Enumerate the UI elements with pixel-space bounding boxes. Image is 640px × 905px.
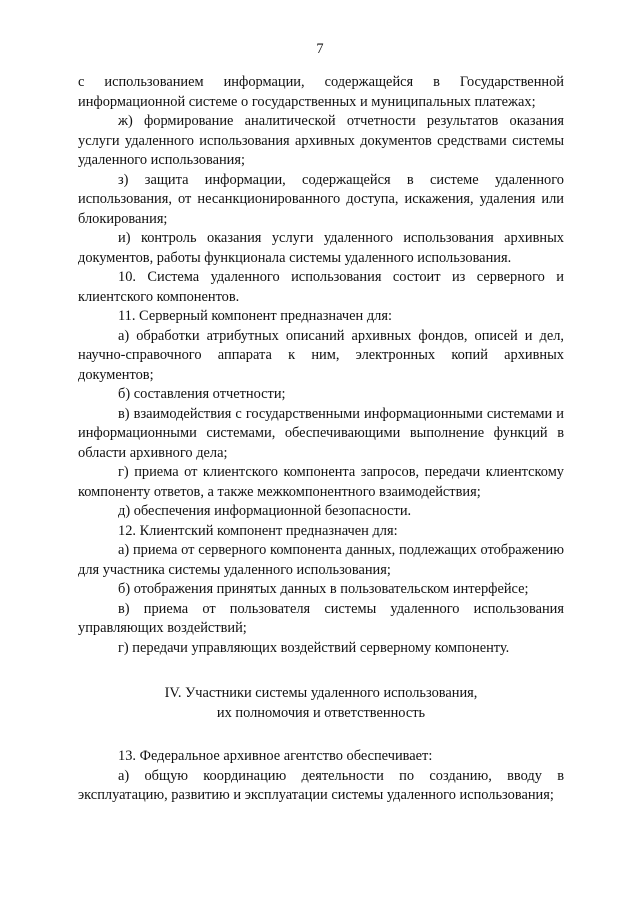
paragraph-13-item-a: а) общую координацию деятельности по созданию, вводу в эксплуатацию, развитию и эксплуатации системы удаленного использования; bbox=[78, 767, 564, 803]
paragraph-clause-11: 11. Серверный компонент предназначен для: bbox=[118, 308, 392, 324]
paragraph-clause-12: 12. Клиентский компонент предназначен для: bbox=[118, 522, 398, 539]
paragraph-item-z: з) защита информации, содержащейся в системе удаленного использования, от несанкционированного доступа, искажения, удаления или блокирования; bbox=[78, 171, 564, 227]
paragraph-item-i: и) контроль оказания услуги удаленного использования архивных документов, работы функционала системы удаленного использования. bbox=[78, 230, 564, 266]
paragraph-item-zh: ж) формирование аналитической отчетности результатов оказания услуги удаленного использования архивных документов средствами системы удаленного использования; bbox=[78, 113, 564, 168]
paragraph-12-item-v: в) приема от пользователя системы удаленного использования управляющих воздействий; bbox=[78, 600, 564, 636]
paragraph-clause-13: 13. Федеральное архивное агентство обеспечивает: bbox=[118, 748, 433, 764]
paragraph-clause-10: 10. Система удаленного использования состоит из серверного и клиентского компонентов. bbox=[78, 269, 564, 305]
page-number: 7 bbox=[316, 41, 324, 57]
paragraph-12-item-g: г) передачи управляющих воздействий серверному компоненту. bbox=[118, 639, 510, 656]
paragraph-12-item-a: а) приема от серверного компонента данных, подлежащих отображению для участника системы удаленного использования; bbox=[78, 542, 564, 578]
document-body bbox=[78, 73, 564, 806]
section-heading-line-1: IV. Участники системы удаленного использования, bbox=[164, 685, 478, 701]
section-heading bbox=[78, 684, 564, 723]
paragraph-continuation: с использованием информации, содержащейся в Государственной информационной системе о государственных и муниципальных платежах; bbox=[78, 74, 564, 110]
paragraph-11-item-b: б) составления отчетности; bbox=[118, 386, 286, 402]
paragraph-11-item-a: а) обработки атрибутных описаний архивных фондов, описей и дел, научно-справочного аппарата к ним, электронных копий архивных документов; bbox=[78, 327, 564, 383]
paragraph-11-item-v: в) взаимодействия с государственными информационными системами и информационными системами, обеспечивающими выполнение функций в области архивного дела; bbox=[78, 405, 564, 461]
section-heading-line-2: их полномочия и ответственность bbox=[216, 704, 426, 721]
paragraph-11-item-g: г) приема от клиентского компонента запросов, передачи клиентскому компоненту ответов, а также межкомпонентного взаимодействия; bbox=[78, 464, 564, 500]
paragraph-11-item-d: д) обеспечения информационной безопасности. bbox=[118, 503, 412, 519]
paragraph-12-item-b: б) отображения принятых данных в пользовательском интерфейсе; bbox=[118, 581, 529, 597]
